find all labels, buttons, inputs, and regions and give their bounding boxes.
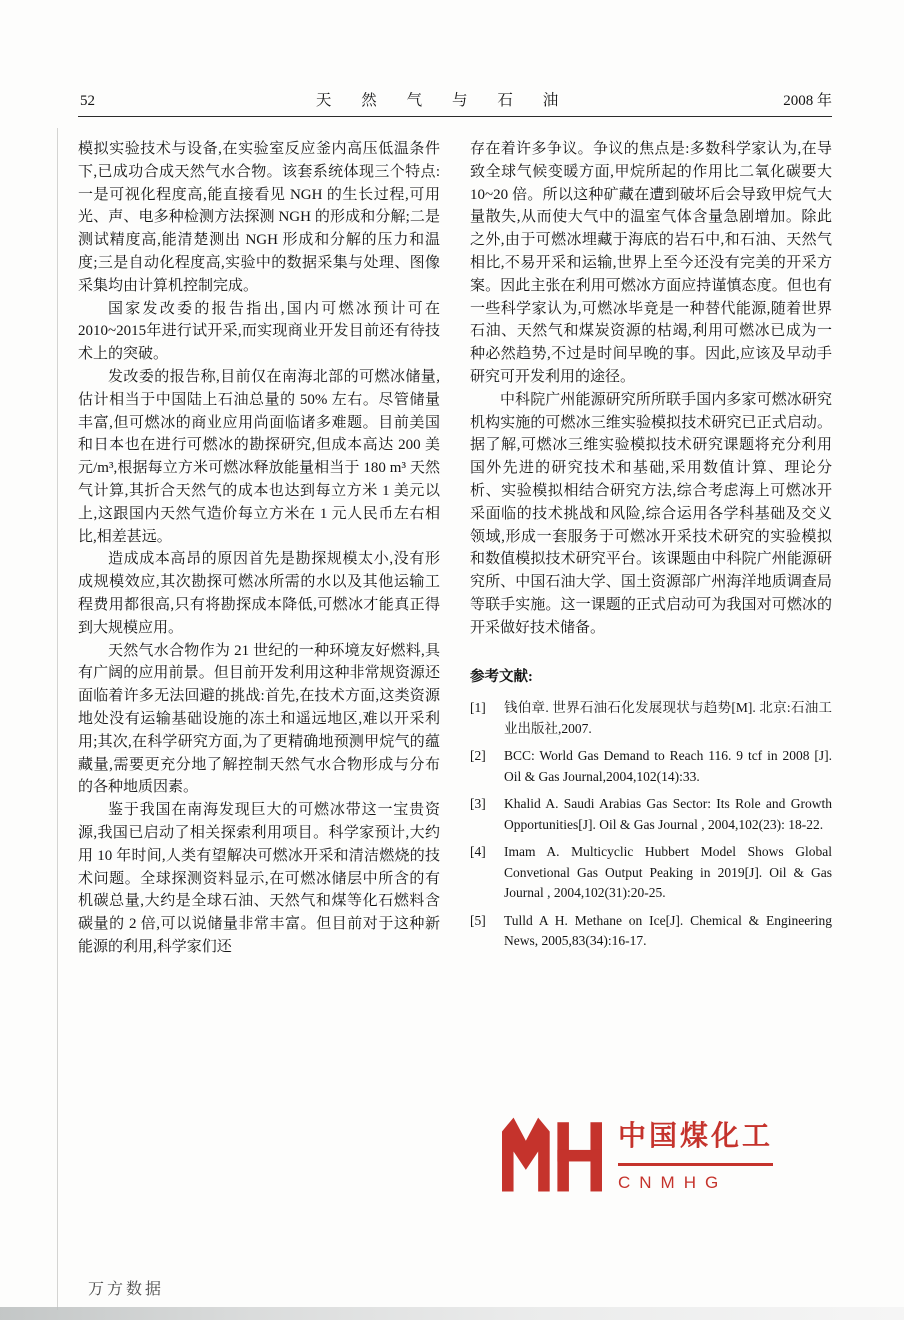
reference-text: BCC: World Gas Demand to Reach 116. 9 tcf in 2008 [J]. Oil & Gas Journal,2004,102(14):33. <box>504 748 832 784</box>
reference-item <box>470 698 832 739</box>
reference-number: [3] <box>470 796 486 812</box>
reference-item <box>470 842 832 904</box>
page-number: 52 <box>80 93 95 109</box>
paragraph: 模拟实验技术与设备,在实验室反应釜内高压低温条件下,已成功合成天然气水合物。该套系统体现三个特点:一是可视化程度高,能直接看见 NGH 的生长过程,可用光、声、电多种检测方法探测 NGH 的形成和分解;二是测试精度高,能清楚测出 NGH 形成和分解的压力和温度;三是自动化程度高,实验中的数据采集与处理、图像采集均由计算机控制完成。 <box>78 141 440 294</box>
logo-acronym: CNMHG <box>618 1172 728 1192</box>
paragraph: 鉴于我国在南海发现巨大的可燃冰带这一宝贵资源,我国已启动了相关探索利用项目。科学家预计,大约用 10 年时间,人类有望解决可燃冰开采和清洁燃烧的技术问题。全球探测资料显示,在可燃冰储层中所含的有机碳总量,大约是全球石油、天然气和煤等化石燃料含碳量的 2 倍,可以说储量非常丰富。但目前对于这种新能源的利用,科学家们还 <box>78 802 440 955</box>
reference-item <box>470 911 832 952</box>
cnmhg-logo <box>502 1112 773 1194</box>
reference-item <box>470 746 832 787</box>
reference-text: 钱伯章. 世界石油石化发展现状与趋势[M]. 北京:石油工业出版社,2007. <box>504 700 832 736</box>
paragraph: 造成成本高昂的原因首先是勘探规模太小,没有形成规模效应,其次勘探可燃冰所需的水以及其他运输工程费用都很高,只有将勘探成本降低,可燃冰才能真正得到大规模应用。 <box>78 551 440 636</box>
reference-number: [4] <box>470 844 486 860</box>
reference-number: [2] <box>470 748 486 764</box>
scan-edge-bottom <box>0 1307 904 1320</box>
logo-company-name: 中国煤化工 <box>618 1114 773 1166</box>
page-header <box>80 88 832 110</box>
reference-text: Khalid A. Saudi Arabias Gas Sector: Its Role and Growth Opportunities[J]. Oil & Gas Journal , 2004,102(23): 18-22. <box>504 796 832 832</box>
scan-edge-left <box>57 128 58 1310</box>
reference-number: [1] <box>470 700 486 716</box>
reference-number: [5] <box>470 912 486 928</box>
paragraph: 天然气水合物作为 21 世纪的一种环境友好燃料,具有广阔的应用前景。但目前开发利用这种非常规资源还面临着许多无法回避的挑战:首先,在技术方面,这类资源地处没有运输基础设施的冻土和遥远地区,难以开采利用;其次,在科学研究方面,为了更精确地预测甲烷气的蕴藏量,需要更充分地了解控制天然气水合物形成与分布的各种地质因素。 <box>78 642 440 796</box>
right-column <box>470 138 832 959</box>
issue-year: 2008 年 <box>783 93 832 109</box>
cnmhg-logo-icon <box>502 1112 602 1194</box>
header-rule <box>78 116 832 117</box>
references-section <box>470 666 832 952</box>
article-body <box>78 138 832 959</box>
references-heading: 参考文献: <box>470 668 533 685</box>
left-column <box>78 138 440 959</box>
reference-text: Imam A. Multicyclic Hubbert Model Shows Global Convetional Gas Output Peaking in 2019[J]. Oil & Gas Journal , 2004,102(31):20-25. <box>504 844 832 901</box>
paragraph: 发改委的报告称,目前仅在南海北部的可燃冰储量,估计相当于中国陆上石油总量的 50% 左右。尽管储量丰富,但可燃冰的商业应用尚面临诸多难题。目前美国和日本也在进行可燃冰的勘探研究,但成本高达 200 美元/m³,根据每立方米可燃冰释放能量相当于 180 m³ 天然气计算,其折合天然气的成本也达到每立方米 1 美元以上,这跟国内天然气造价每立方米在 1 元人民币左右相比,相差甚远。 <box>78 368 440 545</box>
logo-text-block <box>618 1114 773 1193</box>
reference-text: Tulld A H. Methane on Ice[J]. Chemical & Engineering News, 2005,83(34):16-17. <box>504 912 832 949</box>
paragraph: 存在着许多争议。争议的焦点是:多数科学家认为,在导致全球气候变暖方面,甲烷所起的作用比二氧化碳要大 10~20 倍。所以这种矿藏在遭到破坏后会导致甲烷气大量散失,从而使大气中的温室气体含量急剧增加。除此之外,由于可燃冰埋藏于海底的岩石中,和石油、天然气相比,不易开采和运输,世界上至今还没有完美的开采方案。因此主张在利用可燃冰方面应持谨慎态度。但也有一些科学家认为,可燃冰毕竟是一种替代能源,随着世界石油、天然气和煤炭资源的枯竭,利用可燃冰已成为一种必然趋势,不过是时间早晚的事。因此,应该及早动手研究可开发利用的途径。 <box>470 141 832 385</box>
paragraph: 中科院广州能源研究所所联手国内多家可燃冰研究机构实施的可燃冰三维实验模拟技术研究已正式启动。据了解,可燃冰三维实验模拟技术研究课题将充分利用国外先进的研究技术和基础,采用数值计算、理论分析、实验模拟相结合研究方法,综合考虑海上可燃冰开采面临的技术挑战和风险,综合运用各学科基础及交义领域,形成一套服务于可燃冰开采技术研究的实验模拟和数值模拟技术研究平台。该课题由中科院广州能源研究所、中国石油大学、国土资源部广州海洋地质调查局等联手实施。这一课题的正式启动可为我国对可燃冰的开采做好技术储备。 <box>470 391 832 636</box>
wanfang-watermark: 万方数据 <box>88 1281 165 1298</box>
paragraph: 国家发改委的报告指出,国内可燃冰预计可在2010~2015年进行试开采,而实现商业开发目前还有待技术上的突破。 <box>78 300 440 363</box>
reference-item <box>470 794 832 835</box>
journal-title: 天 然 气 与 石 油 <box>315 92 563 109</box>
